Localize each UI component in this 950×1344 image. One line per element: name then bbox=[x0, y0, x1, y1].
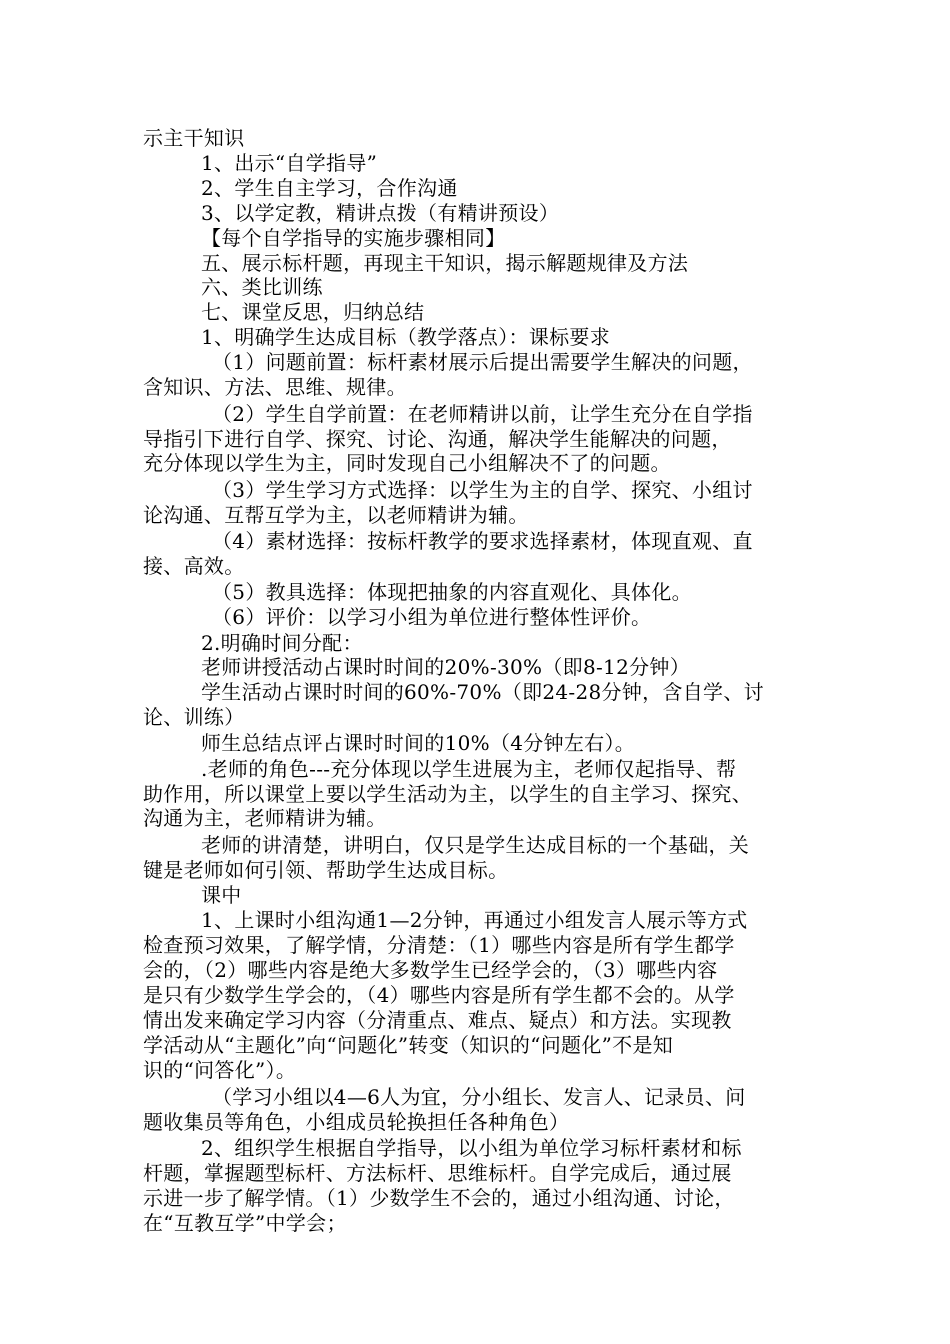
text-line: 3、以学定教，精讲点拨（有精讲预设） bbox=[201, 201, 560, 225]
text-line: 题收集员等角色，小组成员轮换担任各种角色） bbox=[143, 1110, 570, 1134]
section-heading: 课中 bbox=[201, 883, 242, 907]
text-line: （1）问题前置：标杆素材展示后提出需要学生解决的问题， bbox=[212, 350, 753, 374]
text-line: 含知识、方法、思维、规律。 bbox=[143, 375, 407, 399]
text-line: 沟通为主，老师精讲为辅。 bbox=[143, 806, 387, 830]
text-line: 五、展示标杆题，再现主干知识，揭示解题规律及方法 bbox=[201, 251, 689, 275]
text-line: 在“互教互学”中学会； bbox=[143, 1211, 347, 1235]
text-line: （6）评价：以学习小组为单位进行整体性评价。 bbox=[212, 605, 652, 629]
text-line: 是只有少数学生学会的，（4）哪些内容是所有学生都不会的。从学 bbox=[143, 983, 735, 1007]
text-line: （2）学生自学前置：在老师精讲以前，让学生充分在自学指 bbox=[212, 402, 753, 426]
text-line: 老师的讲清楚，讲明白，仅只是学生达成目标的一个基础，关 bbox=[201, 833, 750, 857]
text-line: 情出发来确定学习内容（分清重点、难点、疑点）和方法。实现教 bbox=[143, 1008, 732, 1032]
text-line: 学活动从“主题化”向“问题化”转变（知识的“问题化”不是知 bbox=[143, 1033, 674, 1057]
text-line: 助作用，所以课堂上要以学生活动为主，以学生的自主学习、探究、 bbox=[143, 782, 752, 806]
text-line: 论沟通、互帮互学为主，以老师精讲为辅。 bbox=[143, 503, 529, 527]
text-line: （学习小组以4—6人为宜，分小组长、发言人、记录员、问 bbox=[212, 1085, 746, 1109]
text-line: 杆题，掌握题型标杆、方法标杆、思维标杆。自学完成后，通过展 bbox=[143, 1161, 732, 1185]
text-line: 1、明确学生达成目标（教学落点）：课标要求 bbox=[201, 325, 611, 349]
text-line: 1、上课时小组沟通1—2分钟，再通过小组发言人展示等方式 bbox=[201, 908, 748, 932]
text-line: （4）素材选择：按标杆教学的要求选择素材，体现直观、直 bbox=[212, 529, 753, 553]
text-line: 键是老师如何引领、帮助学生达成目标。 bbox=[143, 858, 509, 882]
text-line: 论、训练） bbox=[143, 705, 245, 729]
text-line: 【每个自学指导的实施步骤相同】 bbox=[201, 226, 506, 250]
text-line: 七、课堂反思，归纳总结 bbox=[201, 300, 425, 324]
text-line: 1、出示“自学指导” bbox=[201, 151, 378, 175]
text-line: 会的，（2）哪些内容是绝大多数学生已经学会的，（3）哪些内容 bbox=[143, 958, 718, 982]
text-line: 示主干知识 bbox=[143, 126, 245, 150]
text-line: 导指引下进行自学、探究、讨论、沟通，解决学生能解决的问题， bbox=[143, 427, 732, 451]
text-line: 充分体现以学生为主，同时发现自己小组解决不了的问题。 bbox=[143, 451, 671, 475]
text-line: 老师讲授活动占课时时间的20%-30%（即8-12分钟） bbox=[201, 655, 690, 679]
text-line: 2、组织学生根据自学指导，以小组为单位学习标杆素材和标 bbox=[201, 1136, 742, 1160]
text-line: 接、高效。 bbox=[143, 554, 245, 578]
text-line: 师生总结点评占课时时间的10%（4分钟左右）。 bbox=[201, 731, 636, 755]
text-line: （3）学生学习方式选择：以学生为主的自学、探究、小组讨 bbox=[212, 478, 753, 502]
text-line: 检查预习效果，了解学情，分清楚：（1）哪些内容是所有学生都学 bbox=[143, 933, 735, 957]
text-line: 示进一步了解学情。（1）少数学生不会的，通过小组沟通、讨论， bbox=[143, 1186, 735, 1210]
text-line: 2.明确时间分配： bbox=[201, 631, 363, 655]
text-line: 识的“问答化”）。 bbox=[143, 1058, 297, 1082]
text-line: （5）教具选择：体现把抽象的内容直观化、具体化。 bbox=[212, 580, 692, 604]
text-line: 2、学生自主学习，合作沟通 bbox=[201, 176, 458, 200]
text-line: .老师的角色---充分体现以学生进展为主，老师仅起指导、帮 bbox=[201, 757, 737, 781]
text-line: 六、类比训练 bbox=[201, 275, 323, 299]
text-line: 学生活动占课时时间的60%-70%（即24-28分钟，含自学、讨 bbox=[201, 680, 764, 704]
